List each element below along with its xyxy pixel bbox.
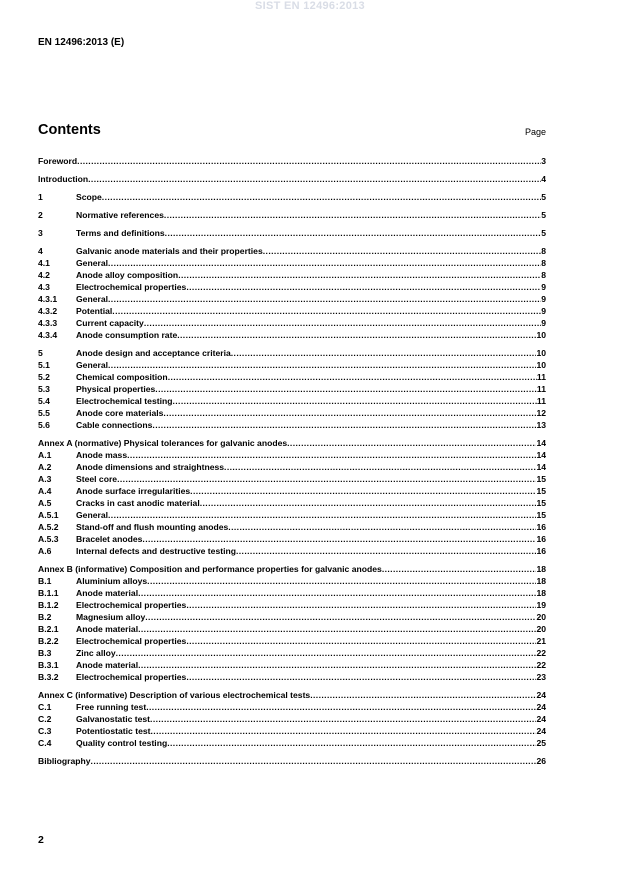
toc-dot-leader bbox=[117, 473, 536, 485]
toc-entry-page: 5 bbox=[541, 192, 546, 202]
toc-entry-page: 4 bbox=[541, 174, 546, 184]
toc-entry-page: 16 bbox=[536, 522, 546, 532]
toc-entry[interactable] bbox=[38, 725, 546, 737]
toc-entry-page: 5 bbox=[541, 210, 546, 220]
toc-entry-page: 25 bbox=[536, 738, 546, 748]
toc-entry[interactable] bbox=[38, 701, 546, 713]
toc-entry-title[interactable]: General bbox=[76, 360, 109, 370]
toc-entry-title[interactable]: Anode design and acceptance criteria bbox=[76, 348, 231, 358]
toc-entry-title[interactable]: Galvanostatic test bbox=[76, 714, 151, 724]
toc-entry-number: B.3 bbox=[38, 648, 52, 658]
toc-entry-number: A.5 bbox=[38, 498, 52, 508]
toc-dot-leader bbox=[382, 563, 537, 575]
toc-dot-leader bbox=[88, 173, 541, 185]
toc-entry-number: 5.1 bbox=[38, 360, 50, 370]
toc-entry-title[interactable]: Chemical composition bbox=[76, 372, 168, 382]
toc-entry-number: C.4 bbox=[38, 738, 52, 748]
toc-entry[interactable] bbox=[38, 671, 546, 683]
toc-dot-leader bbox=[231, 347, 537, 359]
toc-dot-leader bbox=[146, 701, 536, 713]
toc-entry-page: 26 bbox=[536, 756, 546, 766]
toc-entry-page: 14 bbox=[536, 438, 546, 448]
toc-entry-number: B.1.1 bbox=[38, 588, 59, 598]
toc-entry-title[interactable]: Internal defects and destructive testing bbox=[76, 546, 236, 556]
toc-entry-page: 11 bbox=[536, 372, 546, 382]
toc-dot-leader bbox=[142, 533, 536, 545]
toc-dot-leader bbox=[108, 359, 536, 371]
toc-entry-number: B.1 bbox=[38, 576, 52, 586]
toc-entry[interactable] bbox=[38, 485, 546, 497]
toc-entry-number: A.1 bbox=[38, 450, 52, 460]
toc-entry-title[interactable]: Cracks in cast anodic material bbox=[76, 498, 200, 508]
toc-entry[interactable] bbox=[38, 347, 546, 359]
toc-entry-number: 2 bbox=[38, 210, 43, 220]
toc-entry[interactable] bbox=[38, 155, 546, 167]
toc-dot-leader bbox=[200, 497, 537, 509]
toc-entry[interactable] bbox=[38, 383, 546, 395]
toc-entry-page: 14 bbox=[536, 462, 546, 472]
toc-entry[interactable] bbox=[38, 713, 546, 725]
toc-entry-number: A.5.1 bbox=[38, 510, 59, 520]
toc-entry[interactable] bbox=[38, 395, 546, 407]
toc-entry-title[interactable]: Physical properties bbox=[76, 384, 156, 394]
toc-entry-number: 5.3 bbox=[38, 384, 50, 394]
toc-entry-page: 18 bbox=[536, 576, 546, 586]
toc-entry-page: 10 bbox=[536, 360, 546, 370]
toc-dot-leader bbox=[186, 635, 536, 647]
toc-entry[interactable] bbox=[38, 755, 546, 767]
toc-entry-page: 15 bbox=[536, 474, 546, 484]
toc-entry-title[interactable]: Potentiostatic test bbox=[76, 726, 151, 736]
toc-entry-title[interactable]: Anode alloy composition bbox=[76, 270, 179, 280]
toc-entry-number: 4.2 bbox=[38, 270, 50, 280]
toc-entry-page: 3 bbox=[541, 156, 546, 166]
toc-entry[interactable] bbox=[38, 437, 546, 449]
toc-entry-page: 8 bbox=[541, 258, 546, 268]
toc-entry-number: C.1 bbox=[38, 702, 52, 712]
toc-dot-leader bbox=[145, 611, 536, 623]
toc-entry[interactable] bbox=[38, 689, 546, 701]
toc-entry-title[interactable]: Stand-off and flush mounting anodes bbox=[76, 522, 229, 532]
toc-dot-leader bbox=[163, 407, 536, 419]
toc-entry-page: 21 bbox=[536, 636, 546, 646]
toc-entry-page: 8 bbox=[541, 270, 546, 280]
toc-entry-number: A.3 bbox=[38, 474, 52, 484]
toc-entry-page: 24 bbox=[536, 726, 546, 736]
toc-entry-page: 9 bbox=[541, 282, 546, 292]
toc-entry-number: B.3.2 bbox=[38, 672, 59, 682]
toc-dot-leader bbox=[77, 155, 541, 167]
toc-entry-title[interactable]: Bracelet anodes bbox=[76, 534, 143, 544]
toc-entry[interactable] bbox=[38, 191, 546, 203]
toc-entry[interactable] bbox=[38, 473, 546, 485]
toc-entry-title[interactable]: Anode material bbox=[76, 588, 139, 598]
toc-entry-page: 5 bbox=[541, 228, 546, 238]
toc-entry-number: 4.3.1 bbox=[38, 294, 58, 304]
toc-entry[interactable] bbox=[38, 497, 546, 509]
toc-entry-title[interactable]: Electrochemical testing bbox=[76, 396, 173, 406]
toc-entry[interactable] bbox=[38, 173, 546, 185]
toc-entry-number: 5 bbox=[38, 348, 43, 358]
toc-entry-page: 12 bbox=[536, 408, 546, 418]
toc-dot-leader bbox=[186, 671, 536, 683]
toc-entry-number: A.6 bbox=[38, 546, 52, 556]
toc-dot-leader bbox=[287, 437, 536, 449]
toc-entry[interactable] bbox=[38, 737, 546, 749]
toc-dot-leader bbox=[236, 545, 536, 557]
toc-entry[interactable] bbox=[38, 659, 546, 671]
toc-dot-leader bbox=[138, 659, 536, 671]
toc-entry[interactable] bbox=[38, 635, 546, 647]
table-of-contents bbox=[38, 155, 546, 767]
toc-entry-page: 9 bbox=[541, 294, 546, 304]
toc-entry[interactable] bbox=[38, 227, 546, 239]
toc-entry-title[interactable]: Normative references bbox=[76, 210, 164, 220]
toc-entry-title[interactable]: Electrochemical properties bbox=[76, 600, 187, 610]
toc-entry-title[interactable]: Cable connections bbox=[76, 420, 153, 430]
toc-entry-number: 4 bbox=[38, 246, 43, 256]
toc-entry-number: 1 bbox=[38, 192, 43, 202]
toc-entry-page: 10 bbox=[536, 348, 546, 358]
toc-entry-title[interactable]: Anode material bbox=[76, 624, 139, 634]
toc-entry-title[interactable]: Annex A (normative) Physical tolerances for galvanic anodes bbox=[38, 438, 288, 448]
toc-entry-title[interactable]: Free running test bbox=[76, 702, 147, 712]
toc-entry-title[interactable]: General bbox=[76, 510, 109, 520]
toc-entry-title[interactable]: Anode material bbox=[76, 660, 139, 670]
toc-entry-number: A.5.2 bbox=[38, 522, 59, 532]
toc-entry-title[interactable]: Terms and definitions bbox=[76, 228, 165, 238]
toc-dot-leader bbox=[108, 293, 541, 305]
toc-dot-leader bbox=[167, 737, 536, 749]
toc-entry-title[interactable]: Anode mass bbox=[76, 450, 128, 460]
toc-entry[interactable] bbox=[38, 461, 546, 473]
toc-entry[interactable] bbox=[38, 281, 546, 293]
toc-entry[interactable] bbox=[38, 359, 546, 371]
toc-entry-number: 4.3.2 bbox=[38, 306, 58, 316]
toc-entry-title[interactable]: Electrochemical properties bbox=[76, 636, 187, 646]
toc-entry-number: A.2 bbox=[38, 462, 52, 472]
toc-entry-title[interactable]: Magnesium alloy bbox=[76, 612, 146, 622]
toc-entry-title[interactable]: General bbox=[76, 294, 109, 304]
toc-entry-title[interactable]: Potential bbox=[76, 306, 113, 316]
toc-entry-title[interactable]: Scope bbox=[76, 192, 102, 202]
document-id-header: EN 12496:2013 (E) bbox=[38, 37, 125, 48]
toc-dot-leader bbox=[228, 521, 536, 533]
toc-dot-leader bbox=[112, 305, 541, 317]
toc-entry[interactable] bbox=[38, 599, 546, 611]
toc-entry-number: A.4 bbox=[38, 486, 52, 496]
toc-entry-number: B.2 bbox=[38, 612, 52, 622]
page-number: 2 bbox=[38, 834, 44, 846]
toc-entry-page: 18 bbox=[536, 588, 546, 598]
toc-dot-leader bbox=[144, 317, 541, 329]
toc-entry[interactable] bbox=[38, 509, 546, 521]
toc-entry-number: 4.1 bbox=[38, 258, 50, 268]
toc-entry[interactable] bbox=[38, 533, 546, 545]
toc-entry-title[interactable]: Anode consumption rate bbox=[76, 330, 178, 340]
toc-entry[interactable] bbox=[38, 317, 546, 329]
toc-entry-number: B.2.1 bbox=[38, 624, 59, 634]
toc-dot-leader bbox=[108, 509, 536, 521]
toc-dot-leader bbox=[151, 725, 537, 737]
toc-entry-number: 4.3.4 bbox=[38, 330, 58, 340]
toc-entry-title[interactable]: Bibliography bbox=[38, 756, 91, 766]
toc-entry-title[interactable]: Current capacity bbox=[76, 318, 144, 328]
toc-entry-page: 24 bbox=[536, 690, 546, 700]
toc-entry[interactable] bbox=[38, 257, 546, 269]
toc-entry-page: 10 bbox=[536, 330, 546, 340]
toc-entry-page: 15 bbox=[536, 486, 546, 496]
toc-entry-number: 4.3.3 bbox=[38, 318, 58, 328]
toc-dot-leader bbox=[186, 599, 536, 611]
toc-entry-number: C.2 bbox=[38, 714, 52, 724]
toc-dot-leader bbox=[172, 395, 536, 407]
toc-entry-title[interactable]: Zinc alloy bbox=[76, 648, 116, 658]
toc-entry-number: B.1.2 bbox=[38, 600, 59, 610]
toc-entry-number: 5.6 bbox=[38, 420, 50, 430]
toc-entry-page: 20 bbox=[536, 624, 546, 634]
toc-entry[interactable] bbox=[38, 371, 546, 383]
toc-entry-number: 4.3 bbox=[38, 282, 50, 292]
toc-dot-leader bbox=[108, 257, 541, 269]
watermark-text: SIST EN 12496:2013 bbox=[255, 0, 365, 12]
toc-entry-title[interactable]: Annex C (informative) Description of various electrochemical tests bbox=[38, 690, 311, 700]
toc-dot-leader bbox=[127, 449, 536, 461]
toc-entry-page: 16 bbox=[536, 546, 546, 556]
toc-entry-title[interactable]: Anode core materials bbox=[76, 408, 164, 418]
toc-entry-page: 15 bbox=[536, 498, 546, 508]
toc-entry-title[interactable]: Anode surface irregularities bbox=[76, 486, 191, 496]
toc-entry[interactable] bbox=[38, 545, 546, 557]
toc-entry-number: A.5.3 bbox=[38, 534, 59, 544]
toc-entry-title[interactable]: General bbox=[76, 258, 109, 268]
toc-entry-number: 3 bbox=[38, 228, 43, 238]
toc-dot-leader bbox=[147, 575, 536, 587]
toc-dot-leader bbox=[165, 227, 542, 239]
toc-entry-number: B.2.2 bbox=[38, 636, 59, 646]
contents-title: Contents bbox=[38, 122, 101, 138]
toc-dot-leader bbox=[102, 191, 541, 203]
toc-entry-page: 9 bbox=[541, 318, 546, 328]
toc-dot-leader bbox=[138, 587, 536, 599]
toc-entry[interactable] bbox=[38, 293, 546, 305]
toc-entry-page: 14 bbox=[536, 450, 546, 460]
toc-entry[interactable] bbox=[38, 623, 546, 635]
toc-dot-leader bbox=[155, 383, 537, 395]
toc-entry-page: 24 bbox=[536, 714, 546, 724]
toc-entry[interactable] bbox=[38, 449, 546, 461]
toc-dot-leader bbox=[178, 269, 541, 281]
toc-dot-leader bbox=[310, 689, 536, 701]
toc-entry-page: 23 bbox=[536, 672, 546, 682]
toc-dot-leader bbox=[224, 461, 536, 473]
toc-entry-number: 5.5 bbox=[38, 408, 50, 418]
toc-entry[interactable] bbox=[38, 611, 546, 623]
toc-entry-number: 5.4 bbox=[38, 396, 50, 406]
toc-dot-leader bbox=[177, 329, 536, 341]
toc-dot-leader bbox=[91, 755, 537, 767]
toc-entry[interactable] bbox=[38, 587, 546, 599]
toc-dot-leader bbox=[116, 647, 537, 659]
toc-entry-page: 19 bbox=[536, 600, 546, 610]
toc-entry-page: 13 bbox=[536, 420, 546, 430]
toc-entry-page: 24 bbox=[536, 702, 546, 712]
toc-entry-title[interactable]: Aluminium alloys bbox=[76, 576, 148, 586]
toc-entry-page: 8 bbox=[541, 246, 546, 256]
page-column-label: Page bbox=[524, 127, 546, 137]
toc-entry-number: B.3.1 bbox=[38, 660, 59, 670]
toc-entry-title[interactable]: Annex B (informative) Composition and performance properties for galvanic anodes bbox=[38, 564, 382, 574]
toc-entry-page: 15 bbox=[536, 510, 546, 520]
toc-entry[interactable] bbox=[38, 407, 546, 419]
toc-entry-page: 9 bbox=[541, 306, 546, 316]
toc-entry[interactable] bbox=[38, 575, 546, 587]
toc-entry-number: C.3 bbox=[38, 726, 52, 736]
toc-entry[interactable] bbox=[38, 521, 546, 533]
toc-entry[interactable] bbox=[38, 329, 546, 341]
toc-dot-leader bbox=[186, 281, 541, 293]
toc-dot-leader bbox=[152, 419, 536, 431]
toc-entry-title[interactable]: Electrochemical properties bbox=[76, 282, 187, 292]
toc-dot-leader bbox=[263, 245, 541, 257]
toc-dot-leader bbox=[138, 623, 536, 635]
toc-dot-leader bbox=[164, 209, 541, 221]
toc-entry[interactable] bbox=[38, 647, 546, 659]
toc-entry[interactable] bbox=[38, 245, 546, 257]
toc-entry-title[interactable]: Introduction bbox=[38, 174, 89, 184]
toc-entry[interactable] bbox=[38, 419, 546, 431]
toc-entry-page: 18 bbox=[536, 564, 546, 574]
toc-entry-title[interactable]: Foreword bbox=[38, 156, 78, 166]
toc-entry-title[interactable]: Quality control testing bbox=[76, 738, 168, 748]
toc-dot-leader bbox=[190, 485, 536, 497]
toc-entry-page: 22 bbox=[536, 648, 546, 658]
toc-entry-title[interactable]: Steel core bbox=[76, 474, 118, 484]
toc-entry-page: 11 bbox=[536, 384, 546, 394]
toc-entry[interactable] bbox=[38, 305, 546, 317]
toc-entry-title[interactable]: Electrochemical properties bbox=[76, 672, 187, 682]
toc-entry-title[interactable]: Anode dimensions and straightness bbox=[76, 462, 225, 472]
toc-entry-title[interactable]: Galvanic anode materials and their properties bbox=[76, 246, 263, 256]
toc-entry[interactable] bbox=[38, 563, 546, 575]
toc-entry[interactable] bbox=[38, 269, 546, 281]
toc-dot-leader bbox=[150, 713, 536, 725]
toc-entry-page: 22 bbox=[536, 660, 546, 670]
toc-dot-leader bbox=[168, 371, 537, 383]
toc-entry[interactable] bbox=[38, 209, 546, 221]
toc-entry-page: 20 bbox=[536, 612, 546, 622]
toc-entry-page: 16 bbox=[536, 534, 546, 544]
toc-entry-page: 11 bbox=[536, 396, 546, 406]
toc-entry-number: 5.2 bbox=[38, 372, 50, 382]
